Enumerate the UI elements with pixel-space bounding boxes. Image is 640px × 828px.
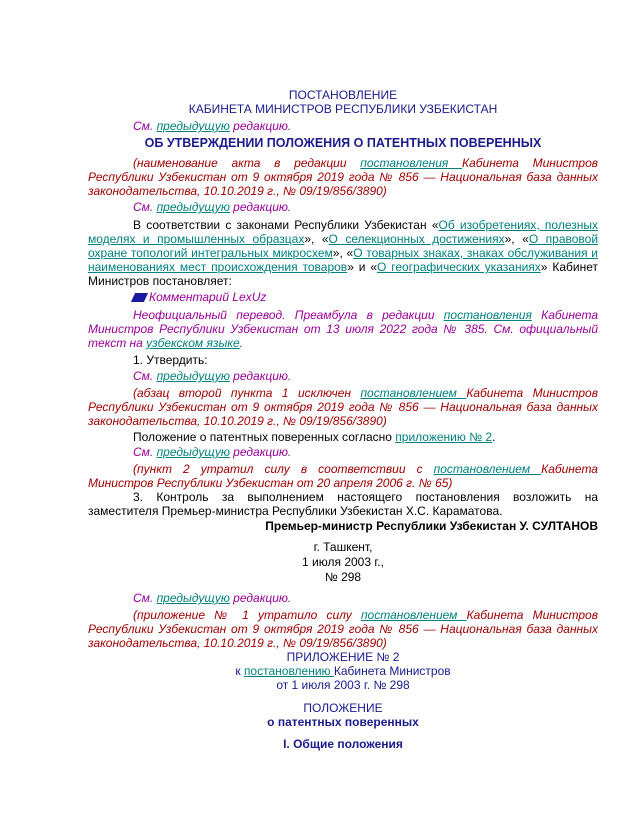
law-link-selection[interactable]: О селекционных достижениях (328, 232, 505, 246)
law-link-inventions[interactable]: Об изобретениях, полезных моделях и промышленных образцах (88, 218, 598, 246)
resolution-link[interactable]: постановлению (243, 664, 334, 678)
law-link-topology[interactable]: О правовой охране топологий интегральных микросхем (88, 232, 599, 260)
see-previous-3: См. предыдущую редакцию. (133, 369, 292, 383)
law-link-geographic[interactable]: О географических указаниях (377, 260, 541, 274)
item-1: 1. Утвердить: (133, 353, 208, 367)
law-link-trademarks[interactable]: О товарных знаках, знаках обслуживания и наименованиях мест происхождения товаров (88, 246, 599, 274)
uzbek-text-link[interactable]: узбекском языке (146, 336, 240, 350)
number: № 298 (324, 570, 362, 584)
regulation-subtitle: о патентных поверенных (267, 715, 419, 729)
resolution-link[interactable]: постановления (443, 308, 532, 322)
see-previous-5: См. предыдущую редакцию. (133, 591, 292, 605)
document (88, 88, 598, 751)
resolution-link[interactable]: постановлением (360, 386, 467, 400)
appendix-ref: к постановлению Кабинета Министров (235, 664, 451, 678)
regulation-title: ПОЛОЖЕНИЕ (303, 701, 383, 715)
item-1-regulation: Положение о патентных поверенных согласно приложению № 2. (133, 430, 496, 444)
preamble: В соответствии с законами Республики Узбекистан «Об изобретениях, полезных моделях и промышленных образцах», «О селекционных достижениях», «О правовой охране топологий интегральных микросхем», «О товарных знаках, знаках обслуживания и наименованиях мест происхождения товаров» и «О географических указаниях» Кабинет Министров постановляет: (88, 218, 599, 288)
previous-version-link[interactable]: предыдущую (156, 445, 230, 459)
item-1-note: (абзац второй пункта 1 исключен постановлением Кабинета Министров Республики Узбекистан от 9 октября 2019 года № 856 — Национальная база данных законодательства, 10.10.2019 г., № 09/19/856/3890) (88, 386, 598, 428)
appendix-title: ПРИЛОЖЕНИЕ № 2 (286, 650, 400, 664)
see-previous-4: См. предыдущую редакцию. (133, 445, 292, 459)
lexuz-comment[interactable]: Комментарий LexUz (133, 290, 598, 304)
doc-type: ПОСТАНОВЛЕНИЕ (288, 88, 398, 102)
comment-icon (131, 293, 148, 302)
date: 1 июля 2003 г., (302, 555, 384, 569)
signature: Премьер-министр Республики Узбекистан У. СУЛТАНОВ (265, 519, 598, 533)
appendix-date: от 1 июля 2003 г. № 298 (276, 678, 410, 692)
see-previous-2: См. предыдущую редакцию. (133, 200, 292, 214)
resolution-link[interactable]: постановления (360, 156, 463, 170)
previous-version-link[interactable]: предыдущую (156, 369, 230, 383)
see-previous-1: См. предыдущую редакцию. (133, 119, 292, 133)
title-note: (наименование акта в редакции постановления Кабинета Министров Республики Узбекистан от 9 октября 2019 года № 856 — Национальная база данных законодательства, 10.10.2019 г., № 09/19/856/3890) (88, 156, 598, 198)
appendix-1-note: (приложение № 1 утратило силу постановлением Кабинета Министров Республики Узбекистан от 9 октября 2019 года № 856 — Национальная база данных законодательства, 10.10.2019 г., № 09/19/856/3890) (88, 608, 598, 650)
item-3: 3. Контроль за выполнением настоящего постановления возложить на заместителя Премьер-министра Республики Узбекистан Х.С. Караматова. (88, 490, 598, 518)
item-2-note: (пункт 2 утратил силу в соответствии с постановлением Кабинета Министров Республики Узбекистан от 20 апреля 2006 г. № 65) (88, 462, 598, 490)
previous-version-link[interactable]: предыдущую (156, 119, 230, 133)
previous-version-link[interactable]: предыдущую (156, 591, 230, 605)
resolution-link[interactable]: постановлением (433, 462, 542, 476)
place: г. Ташкент, (313, 540, 373, 554)
page-title: ОБ УТВЕРЖДЕНИИ ПОЛОЖЕНИЯ О ПАТЕНТНЫХ ПОВЕРЕННЫХ (144, 136, 542, 150)
resolution-link[interactable]: постановлением (360, 608, 467, 622)
previous-version-link[interactable]: предыдущую (156, 200, 230, 214)
appendix-2-link[interactable]: приложению № 2 (395, 430, 493, 444)
issuer: КАБИНЕТА МИНИСТРОВ РЕСПУБЛИКИ УЗБЕКИСТАН (188, 102, 498, 116)
unofficial-note: Неофициальный перевод. Преамбула в редакции постановления Кабинета Министров Республики Узбекистан от 13 июля 2022 года № 385. См. официальный текст на узбекском языке. (88, 308, 598, 350)
section-heading: I. Общие положения (283, 737, 403, 751)
